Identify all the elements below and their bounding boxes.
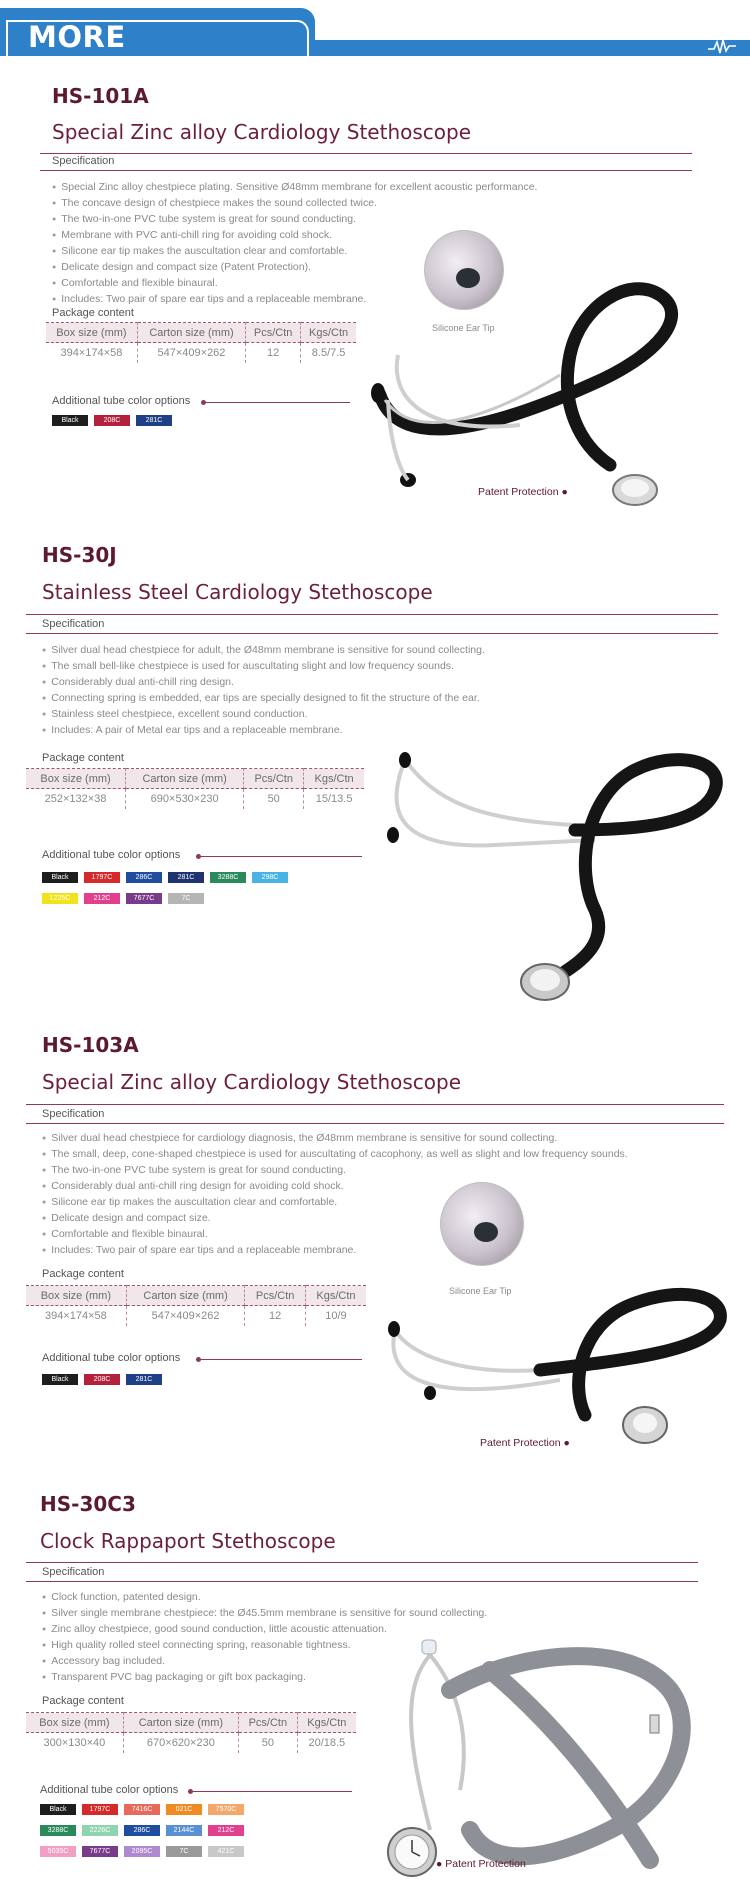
patent-label: Patent Protection ● bbox=[478, 486, 568, 498]
color-swatch: 2144C bbox=[166, 1825, 202, 1836]
color-swatch: 212C bbox=[208, 1825, 244, 1836]
table-cell: 547×409×262 bbox=[137, 343, 245, 363]
color-swatch: Black bbox=[52, 415, 88, 426]
table-header: Carton size (mm) bbox=[123, 1713, 238, 1733]
color-options-divider bbox=[192, 1791, 352, 1792]
spec-list bbox=[42, 1131, 628, 1259]
color-swatch: 3288C bbox=[40, 1825, 76, 1836]
spec-item: ● Special Zinc alloy chestpiece plating. Sensitive Ø48mm membrane for excellent acoustic performance. bbox=[52, 180, 537, 196]
package-table bbox=[26, 1285, 366, 1326]
spec-item: ● Includes: Two pair of spare ear tips and a replaceable membrane. bbox=[52, 292, 537, 308]
table-header: Box size (mm) bbox=[26, 1286, 126, 1306]
table-cell: 547×409×262 bbox=[126, 1306, 245, 1326]
color-options-label: Additional tube color options bbox=[42, 1352, 181, 1364]
table-header: Carton size (mm) bbox=[126, 1286, 245, 1306]
table-header: Kgs/Ctn bbox=[297, 1713, 356, 1733]
spec-item: ● Comfortable and flexible binaural. bbox=[42, 1227, 628, 1243]
package-label: Package content bbox=[52, 307, 134, 319]
table-header: Kgs/Ctn bbox=[301, 323, 356, 343]
table-cell: 20/18.5 bbox=[308, 1736, 346, 1749]
package-label: Package content bbox=[42, 752, 124, 764]
color-swatch: Black bbox=[42, 872, 78, 883]
spec-item: ● The concave design of chestpiece makes the sound collected twice. bbox=[52, 196, 537, 212]
spec-divider-top bbox=[40, 153, 692, 154]
ear-tip-label: Silicone Ear Tip bbox=[449, 1286, 512, 1296]
product-title: Clock Rappaport Stethoscope bbox=[40, 1529, 336, 1553]
stethoscope-image bbox=[360, 275, 715, 515]
table-header: Kgs/Ctn bbox=[305, 1286, 366, 1306]
spec-item: ● Considerably dual anti-chill ring design. bbox=[42, 675, 485, 691]
spec-label: Specification bbox=[52, 155, 115, 167]
spec-item: ● Accessory bag included. bbox=[42, 1654, 487, 1670]
table-header: Pcs/Ctn bbox=[246, 323, 301, 343]
spec-item: ● Silicone ear tip makes the auscultation clear and comfortable. bbox=[52, 244, 537, 260]
spec-item: ● Connecting spring is embedded, ear tips are specially designed to fit the structure of the ear. bbox=[42, 691, 485, 707]
color-swatch: 208C bbox=[94, 415, 130, 426]
color-swatch: 1797C bbox=[82, 1804, 118, 1815]
table-header: Carton size (mm) bbox=[126, 769, 244, 789]
spec-item: ● Zinc alloy chestpiece, good sound conduction, little acoustic attenuation. bbox=[42, 1622, 487, 1638]
spec-item: ● Silver dual head chestpiece for adult, the Ø48mm membrane is sensitive for sound collecting. bbox=[42, 643, 485, 659]
spec-item: ● Membrane with PVC anti-chill ring for avoiding cold shock. bbox=[52, 228, 537, 244]
package-table bbox=[26, 768, 364, 809]
spec-item: ● Considerably dual anti-chill ring design for avoiding cold shock. bbox=[42, 1179, 628, 1195]
product-title: Special Zinc alloy Cardiology Stethoscope bbox=[42, 1070, 462, 1094]
table-cell: 12 bbox=[245, 1306, 305, 1326]
color-options-label: Additional tube color options bbox=[42, 849, 181, 861]
spec-label: Specification bbox=[42, 1108, 105, 1120]
spec-item: ● The two-in-one PVC tube system is great for sound conducting. bbox=[52, 212, 537, 228]
table-cell: 8.5/7.5 bbox=[311, 346, 346, 359]
color-options-divider bbox=[205, 402, 350, 403]
color-options-divider bbox=[200, 856, 362, 857]
color-swatch: 7677C bbox=[82, 1846, 118, 1857]
table-cell: 12 bbox=[246, 343, 301, 363]
color-swatch: 7416C bbox=[124, 1804, 160, 1815]
color-swatch: Black bbox=[40, 1804, 76, 1815]
color-swatch: Black bbox=[42, 1374, 78, 1385]
spec-item: ● The two-in-one PVC tube system is great for sound conducting. bbox=[42, 1163, 628, 1179]
color-options-label: Additional tube color options bbox=[52, 395, 191, 407]
spec-item: ● Includes: A pair of Metal ear tips and a replaceable membrane. bbox=[42, 723, 485, 739]
color-swatch: 7677C bbox=[126, 893, 162, 904]
table-cell: 10/9 bbox=[325, 1309, 347, 1322]
spec-item: ● Transparent PVC bag packaging or gift box packaging. bbox=[42, 1670, 487, 1686]
spec-item: ● The small bell-like chestpiece is used for auscultating slight and low frequency sounds. bbox=[42, 659, 485, 675]
heartbeat-icon bbox=[708, 38, 736, 56]
package-label: Package content bbox=[42, 1268, 124, 1280]
table-header: Kgs/Ctn bbox=[304, 769, 364, 789]
color-options-label: Additional tube color options bbox=[40, 1784, 179, 1796]
color-swatch: 021C bbox=[166, 1804, 202, 1815]
color-swatch: 281C bbox=[126, 1374, 162, 1385]
spec-item: ● Includes: Two pair of spare ear tips and a replaceable membrane. bbox=[42, 1243, 628, 1259]
color-swatch: 3288C bbox=[210, 872, 246, 883]
color-swatch: 281C bbox=[136, 415, 172, 426]
table-header: Carton size (mm) bbox=[137, 323, 245, 343]
spec-list bbox=[42, 643, 485, 739]
color-swatch: 208C bbox=[84, 1374, 120, 1385]
color-swatch: 286C bbox=[126, 872, 162, 883]
table-cell: 394×174×58 bbox=[46, 343, 137, 363]
spec-divider-bottom bbox=[40, 170, 692, 171]
table-cell: 252×132×38 bbox=[26, 789, 126, 809]
ear-tip-photo bbox=[440, 1182, 524, 1266]
product-model: HS-30C3 bbox=[40, 1492, 136, 1516]
table-header: Box size (mm) bbox=[26, 1713, 123, 1733]
product-model: HS-30J bbox=[42, 543, 117, 567]
table-header: Box size (mm) bbox=[46, 323, 137, 343]
table-cell: 50 bbox=[239, 1733, 298, 1753]
spec-item: ● Comfortable and flexible binaural. bbox=[52, 276, 537, 292]
table-cell: 670×620×230 bbox=[123, 1733, 238, 1753]
table-header: Pcs/Ctn bbox=[245, 1286, 305, 1306]
spec-item: ● Silicone ear tip makes the auscultation clear and comfortable. bbox=[42, 1195, 628, 1211]
table-cell: 50 bbox=[244, 789, 304, 809]
color-swatch: 7C bbox=[168, 893, 204, 904]
stethoscope-image bbox=[375, 750, 740, 1010]
color-swatch: 212C bbox=[84, 893, 120, 904]
product-title: Special Zinc alloy Cardiology Stethoscope bbox=[52, 120, 472, 144]
spec-item: ● The small, deep, cone-shaped chestpiece is used for auscultating of cacophony, as well as slight and low frequency sounds. bbox=[42, 1147, 628, 1163]
patent-label: ● Patent Protection bbox=[436, 1858, 526, 1870]
table-cell: 300×130×40 bbox=[26, 1733, 123, 1753]
spec-label: Specification bbox=[42, 1566, 105, 1578]
color-swatch: 2095C bbox=[124, 1846, 160, 1857]
spec-item: ● Clock function, patented design. bbox=[42, 1590, 487, 1606]
table-cell: 15/13.5 bbox=[315, 792, 353, 805]
product-title: Stainless Steel Cardiology Stethoscope bbox=[42, 580, 433, 604]
spec-divider-top bbox=[26, 614, 718, 615]
table-header: Pcs/Ctn bbox=[244, 769, 304, 789]
stethoscope-image bbox=[380, 1265, 730, 1455]
color-options-divider bbox=[200, 1359, 362, 1360]
spec-item: ● Silver single membrane chestpiece: the Ø45.5mm membrane is sensitive for sound collecting. bbox=[42, 1606, 487, 1622]
header-tab bbox=[0, 8, 315, 88]
color-swatch: 421C bbox=[208, 1846, 244, 1857]
color-swatch: 281C bbox=[168, 872, 204, 883]
page-title: MORE PRODUCTS bbox=[28, 20, 210, 88]
spec-divider-bottom bbox=[26, 1581, 698, 1582]
color-swatch: 7C bbox=[166, 1846, 202, 1857]
ear-tip-label: Silicone Ear Tip bbox=[432, 323, 495, 333]
spec-label: Specification bbox=[42, 618, 105, 630]
color-swatch: 2226C bbox=[82, 1825, 118, 1836]
spec-item: ● Delicate design and compact size. bbox=[42, 1211, 628, 1227]
spec-item: ● Silver dual head chestpiece for cardiology diagnosis, the Ø48mm membrane is sensitive for sound collecting. bbox=[42, 1131, 628, 1147]
table-cell: 394×174×58 bbox=[26, 1306, 126, 1326]
stethoscope-image bbox=[370, 1630, 715, 1880]
patent-label: Patent Protection ● bbox=[480, 1437, 570, 1449]
color-swatch: 286C bbox=[124, 1825, 160, 1836]
table-header: Pcs/Ctn bbox=[239, 1713, 298, 1733]
spec-divider-bottom bbox=[26, 633, 718, 634]
color-swatch: 5035C bbox=[40, 1846, 76, 1857]
color-swatch: 1797C bbox=[84, 872, 120, 883]
spec-item: ● High quality rolled steel connecting spring, reasonable tightness. bbox=[42, 1638, 487, 1654]
package-table bbox=[26, 1712, 356, 1753]
spec-item: ● Delicate design and compact size (Patent Protection). bbox=[52, 260, 537, 276]
product-model: HS-101A bbox=[52, 84, 149, 108]
product-model: HS-103A bbox=[42, 1033, 139, 1057]
package-table bbox=[46, 322, 356, 363]
table-cell: 690×530×230 bbox=[126, 789, 244, 809]
spec-divider-top bbox=[26, 1104, 724, 1105]
package-label: Package content bbox=[42, 1695, 124, 1707]
spec-divider-top bbox=[26, 1562, 698, 1563]
color-swatch: 7570C bbox=[208, 1804, 244, 1815]
spec-item: ● Stainless steel chestpiece, excellent sound conduction. bbox=[42, 707, 485, 723]
color-swatch: 298C bbox=[252, 872, 288, 883]
spec-divider-bottom bbox=[26, 1123, 724, 1124]
table-header: Box size (mm) bbox=[26, 769, 126, 789]
color-swatch: 1225C bbox=[42, 893, 78, 904]
